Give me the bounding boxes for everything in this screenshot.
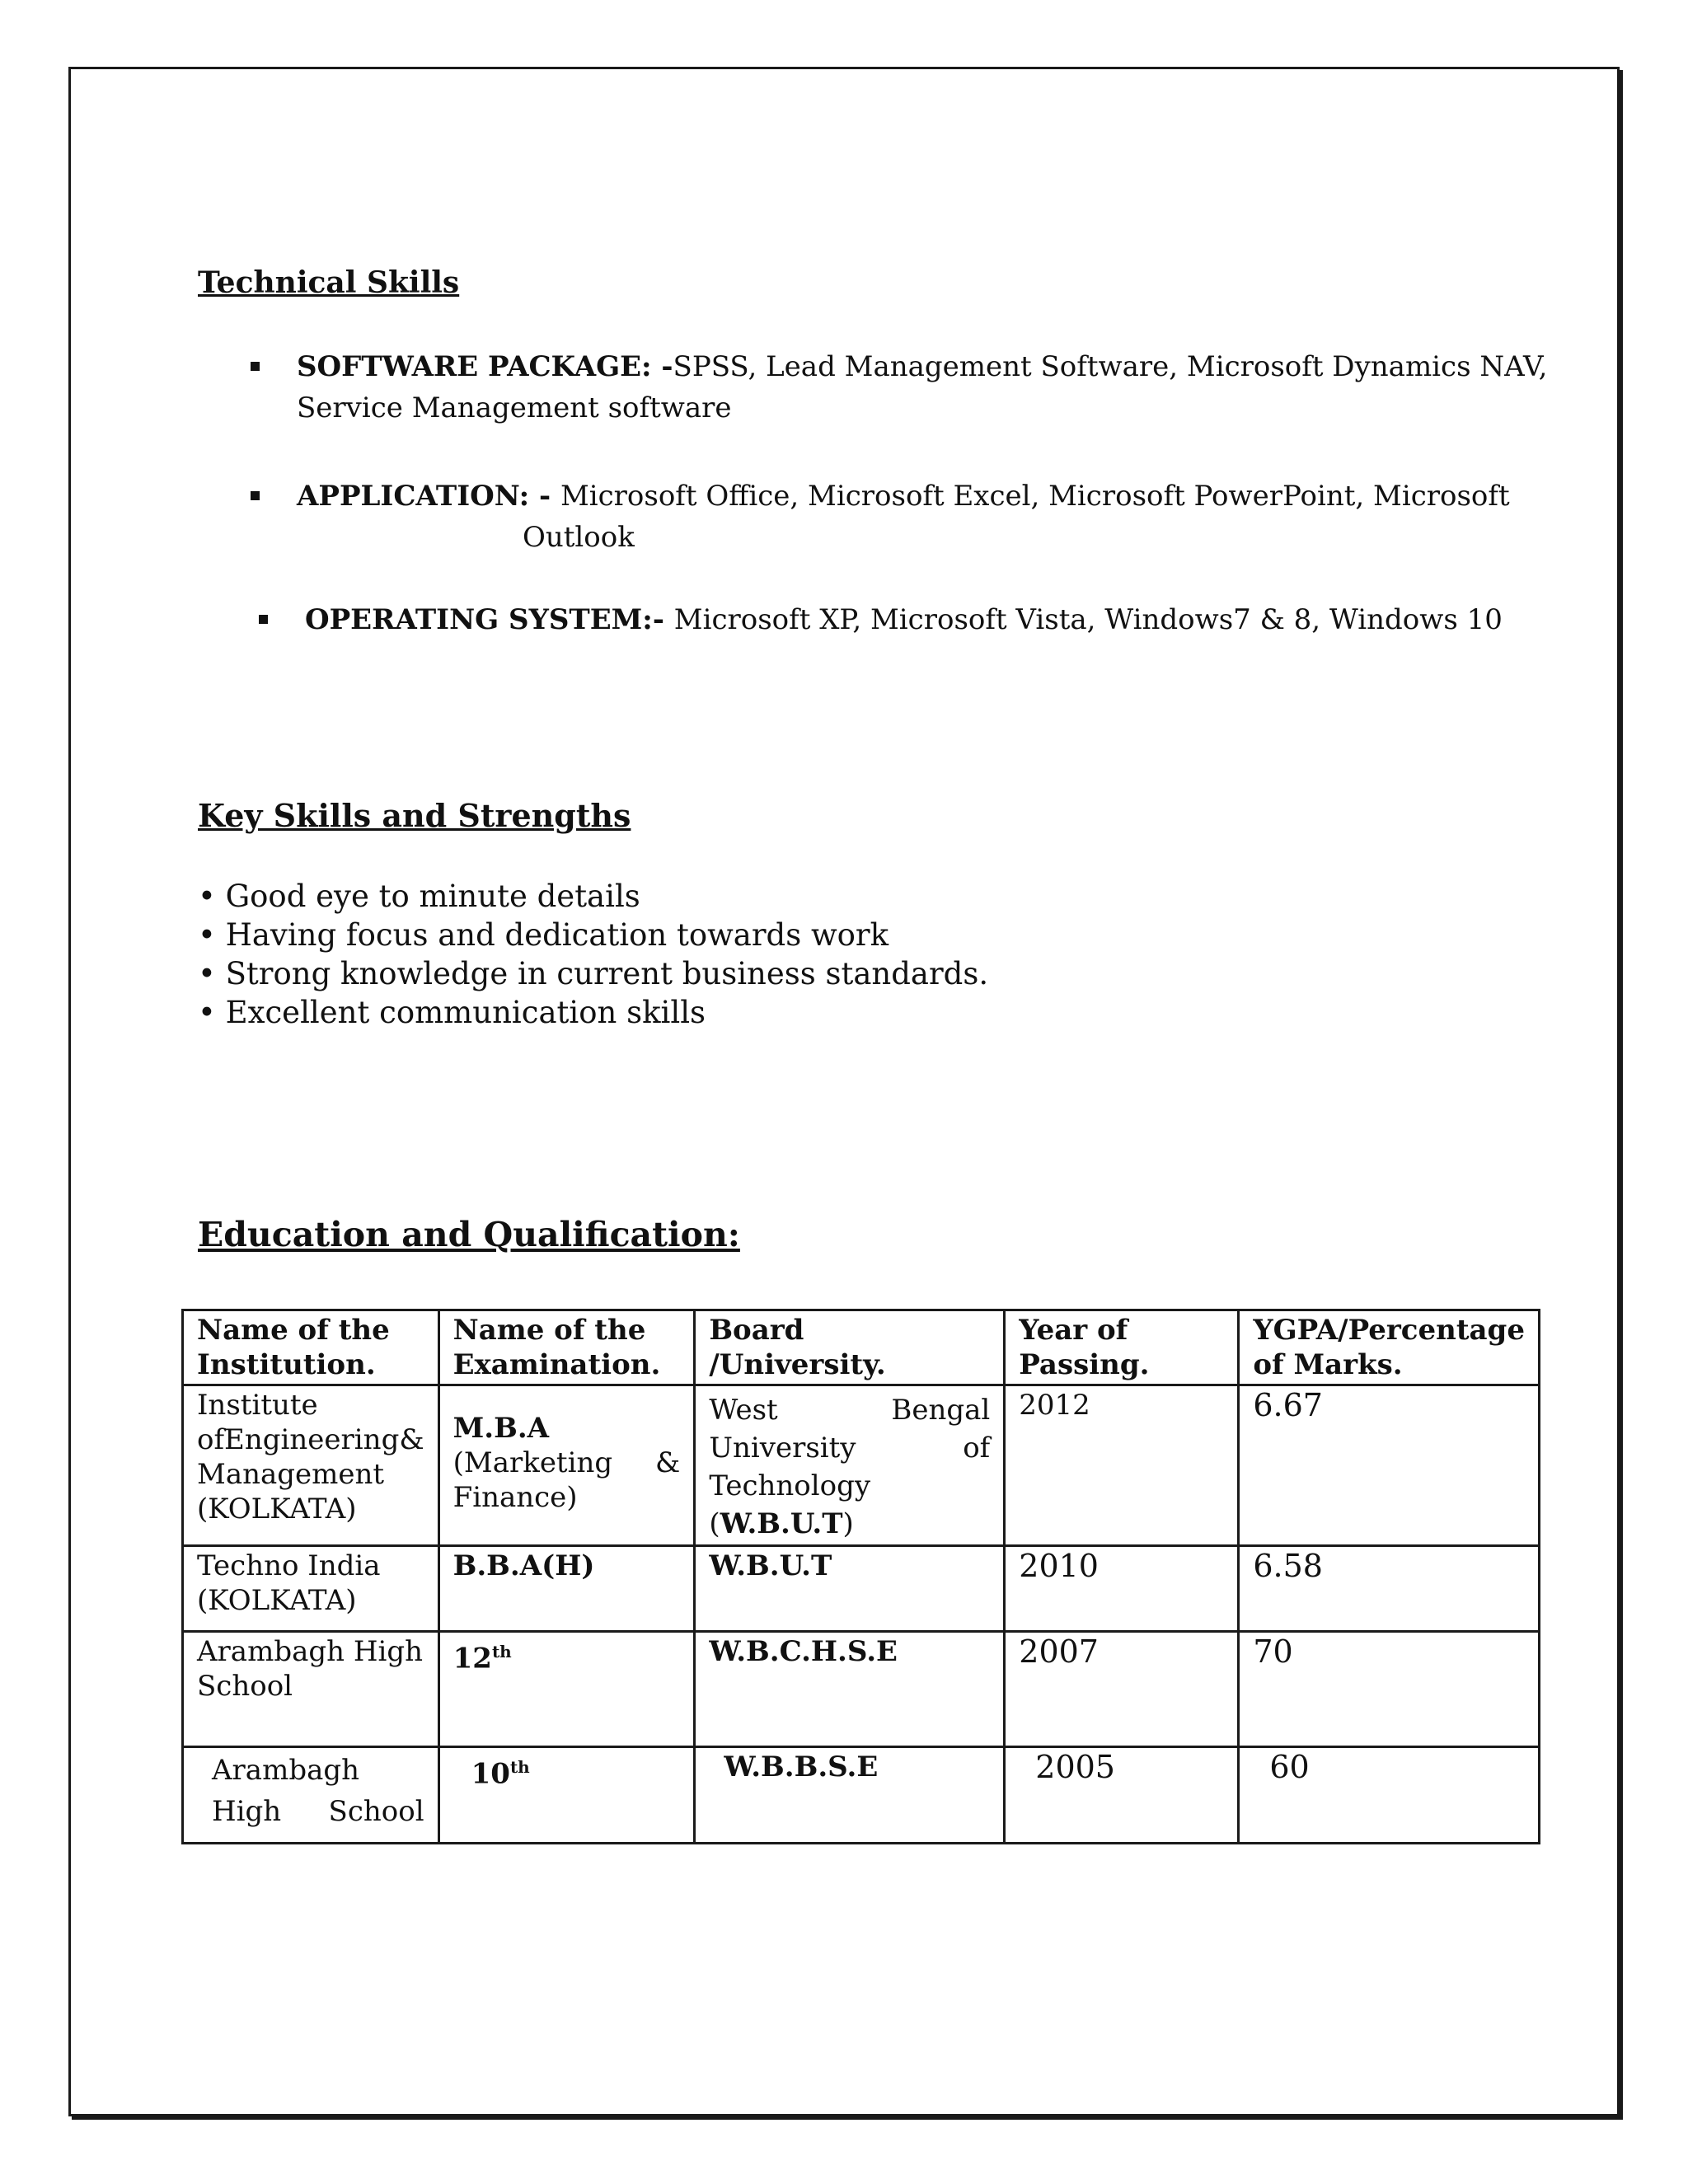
list-item: • Strong knowledge in current business standards.	[198, 956, 989, 991]
year-cell: 2012	[1005, 1385, 1239, 1546]
education-table	[181, 1309, 1540, 1844]
column-header-institution: Name of the Institution.	[183, 1310, 439, 1385]
column-header-year: Year of Passing.	[1005, 1310, 1239, 1385]
board-cell	[695, 1385, 1005, 1546]
table-row	[183, 1546, 1540, 1632]
tech-skill-text: SPSS, Lead Management Software, Microsoft Dynamics NAV,	[673, 350, 1548, 383]
list-item: • Excellent communication skills	[198, 995, 706, 1030]
column-header-marks: YGPA/Percentage of Marks.	[1239, 1310, 1540, 1385]
square-bullet-icon	[251, 491, 260, 500]
table-row	[183, 1632, 1540, 1747]
tech-skill-application	[297, 476, 1510, 558]
board-abbrev: W.B.U.T	[720, 1507, 843, 1540]
institution-cell: Institute ofEngineering& Management (KOLKATA)	[183, 1385, 439, 1546]
institution-cell: Arambagh High School	[183, 1747, 439, 1844]
examination-name: M.B.A	[452, 1412, 550, 1445]
column-header-board: Board /University.	[695, 1310, 1005, 1385]
board-cell: W.B.U.T	[695, 1546, 1005, 1632]
examination-cell	[438, 1747, 695, 1844]
technical-skills-heading: Technical Skills	[198, 265, 460, 300]
tech-skill-label: APPLICATION: -	[297, 480, 560, 513]
key-skills-list	[198, 877, 988, 1032]
examination-name: 12	[452, 1642, 492, 1675]
list-item: • Good eye to minute details	[198, 879, 640, 914]
institution-cell: Techno India (KOLKATA)	[183, 1546, 439, 1632]
tech-skill-continuation: Service Management software	[297, 391, 732, 424]
board-text	[709, 1391, 990, 1543]
marks-cell: 60	[1239, 1747, 1540, 1844]
examination-cell: B.B.A(H)	[438, 1546, 695, 1632]
year-cell: 2010	[1005, 1546, 1239, 1632]
board-name: West Bengal University of Technology (	[709, 1394, 991, 1540]
marks-cell: 70	[1239, 1632, 1540, 1747]
column-header-examination: Name of the Examination.	[438, 1310, 695, 1385]
tech-skill-continuation: Outlook	[523, 521, 635, 554]
examination-suffix: th	[491, 1642, 512, 1661]
tech-skill-label: SOFTWARE PACKAGE: -	[297, 350, 673, 383]
tech-skill-text: Microsoft XP, Microsoft Vista, Windows7 & 8, Windows 10	[673, 603, 1503, 636]
board-close: )	[842, 1507, 854, 1540]
tech-skill-text: Microsoft Office, Microsoft Excel, Microsoft PowerPoint, Microsoft	[560, 480, 1510, 513]
examination-cell	[438, 1632, 695, 1747]
education-heading: Education and Qualification:	[198, 1215, 740, 1254]
square-bullet-icon	[251, 362, 260, 371]
marks-cell: 6.67	[1239, 1385, 1540, 1546]
marks-cell: 6.58	[1239, 1546, 1540, 1632]
table-row	[183, 1385, 1540, 1546]
key-skills-heading: Key Skills and Strengths	[198, 797, 631, 834]
list-item: • Having focus and dedication towards work	[198, 917, 889, 953]
examination-name: 10	[471, 1757, 510, 1791]
examination-suffix: th	[509, 1757, 530, 1777]
tech-skill-operating-system	[305, 599, 1503, 640]
examination-detail: (Marketing & Finance)	[452, 1446, 681, 1514]
table-row	[183, 1747, 1540, 1844]
institution-cell: Arambagh High School	[183, 1632, 439, 1747]
tech-skill-software-package	[297, 346, 1547, 429]
board-cell: W.B.B.S.E	[695, 1747, 1005, 1844]
examination-cell	[438, 1385, 695, 1546]
year-cell: 2005	[1005, 1747, 1239, 1844]
year-cell: 2007	[1005, 1632, 1239, 1747]
board-cell: W.B.C.H.S.E	[695, 1632, 1005, 1747]
table-header-row	[183, 1310, 1540, 1385]
square-bullet-icon	[259, 615, 268, 624]
tech-skill-label: OPERATING SYSTEM:-	[305, 603, 674, 636]
